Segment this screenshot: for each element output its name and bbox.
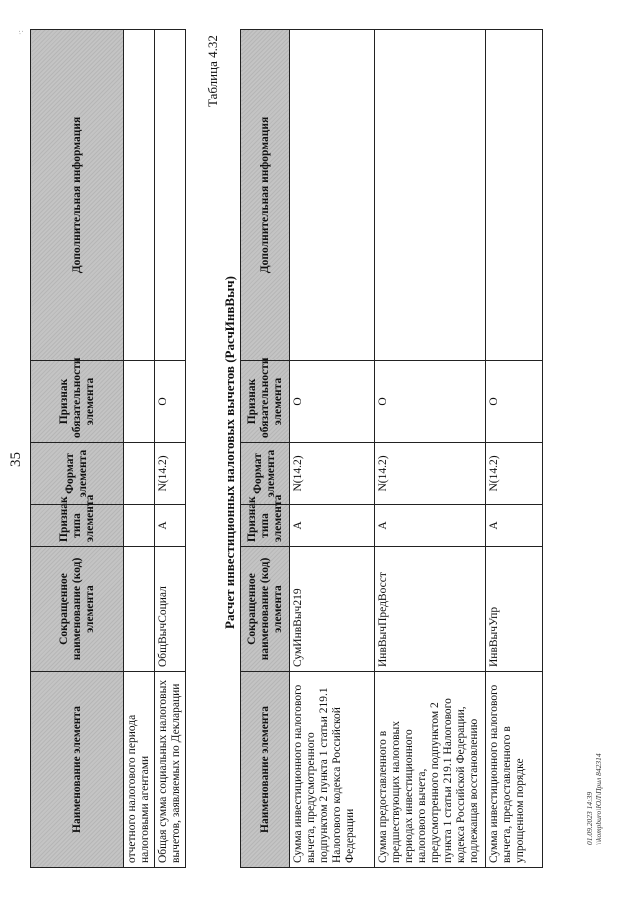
table-cell: А	[486, 505, 543, 547]
table-header-row	[241, 30, 290, 868]
table-cell	[124, 443, 155, 505]
footer-filepath: \\kompburo\ЮЛ\Прил 842314	[594, 753, 603, 845]
header-cell: Сокращенное наименование (код) элемента	[31, 547, 124, 672]
print-footer	[585, 753, 603, 845]
table-cell: Сумма инвестиционного налогового вычета, предоставленного в упрощенном порядке	[486, 672, 543, 868]
header-cell: Наименование элемента	[241, 672, 290, 868]
table-cell: N(14.2)	[290, 443, 375, 505]
table-cell: Общая сумма социальных налоговых вычетов, заявляемых по Декларации	[155, 672, 186, 868]
table-header-row	[31, 30, 124, 868]
table-row	[290, 30, 375, 868]
header-cell: Наименование элемента	[31, 672, 124, 868]
table-cell: О	[375, 361, 486, 443]
investment-deductions-table	[240, 29, 543, 868]
table-cell: А	[155, 505, 186, 547]
table-row	[124, 30, 155, 868]
table-title: Расчет инвестиционных налоговых вычетов (РасчИнвВыч)	[222, 276, 237, 629]
header-cell: Признак обязательности элемента	[31, 361, 124, 443]
scan-mark: ·:	[16, 30, 25, 35]
table-cell	[124, 505, 155, 547]
table-cell: отчетного налогового периода налоговыми агентами	[124, 672, 155, 868]
footer-timestamp: 01.09.2023 14:39	[585, 791, 594, 845]
table-cell: N(14.2)	[375, 443, 486, 505]
table-row	[155, 30, 186, 868]
table-cell: ИнвВычПредВосст	[375, 547, 486, 672]
table-cell: А	[290, 505, 375, 547]
table-cell: Сумма предоставленного в предшествующих налоговых периодах инвестиционного налогового вычета, предусмотренного подпунктом 2 пункта 1 статьи 219.1 Налогового кодекса Российской Федерации, подлежащая восстановлению	[375, 672, 486, 868]
continuation-table	[30, 29, 186, 868]
table-cell: ИнвВычУпр	[486, 547, 543, 672]
table-cell	[486, 30, 543, 361]
header-cell: Формат элемента	[31, 443, 124, 505]
table-cell: О	[155, 361, 186, 443]
header-cell: Признак типа элемента	[241, 505, 290, 547]
page-number: 35	[8, 452, 24, 467]
table-cell: О	[290, 361, 375, 443]
table-cell	[124, 361, 155, 443]
table-cell: Сумма инвестиционного налогового вычета, предусмотренного подпунктом 2 пункта 1 статьи 219.1 Налогового кодекса Российской Федерации	[290, 672, 375, 868]
table-cell: А	[375, 505, 486, 547]
table-cell	[290, 30, 375, 361]
header-cell: Сокращенное наименование (код) элемента	[241, 547, 290, 672]
table-cell	[124, 547, 155, 672]
table-cell: СумИнвВыч219	[290, 547, 375, 672]
header-cell: Дополнительная информация	[31, 30, 124, 361]
table-cell: N(14.2)	[155, 443, 186, 505]
table-row	[486, 30, 543, 868]
table-cell: ОбщВычСоциал	[155, 547, 186, 672]
table-cell	[155, 30, 186, 361]
header-cell: Дополнительная информация	[241, 30, 290, 361]
table-label: Таблица 4.32	[205, 35, 220, 107]
table-cell	[375, 30, 486, 361]
header-cell: Формат элемента	[241, 443, 290, 505]
header-cell: Признак обязательности элемента	[241, 361, 290, 443]
table-row	[375, 30, 486, 868]
header-cell: Признак типа элемента	[31, 505, 124, 547]
table-cell: N(14.2)	[486, 443, 543, 505]
table-cell	[124, 30, 155, 361]
table-cell: О	[486, 361, 543, 443]
